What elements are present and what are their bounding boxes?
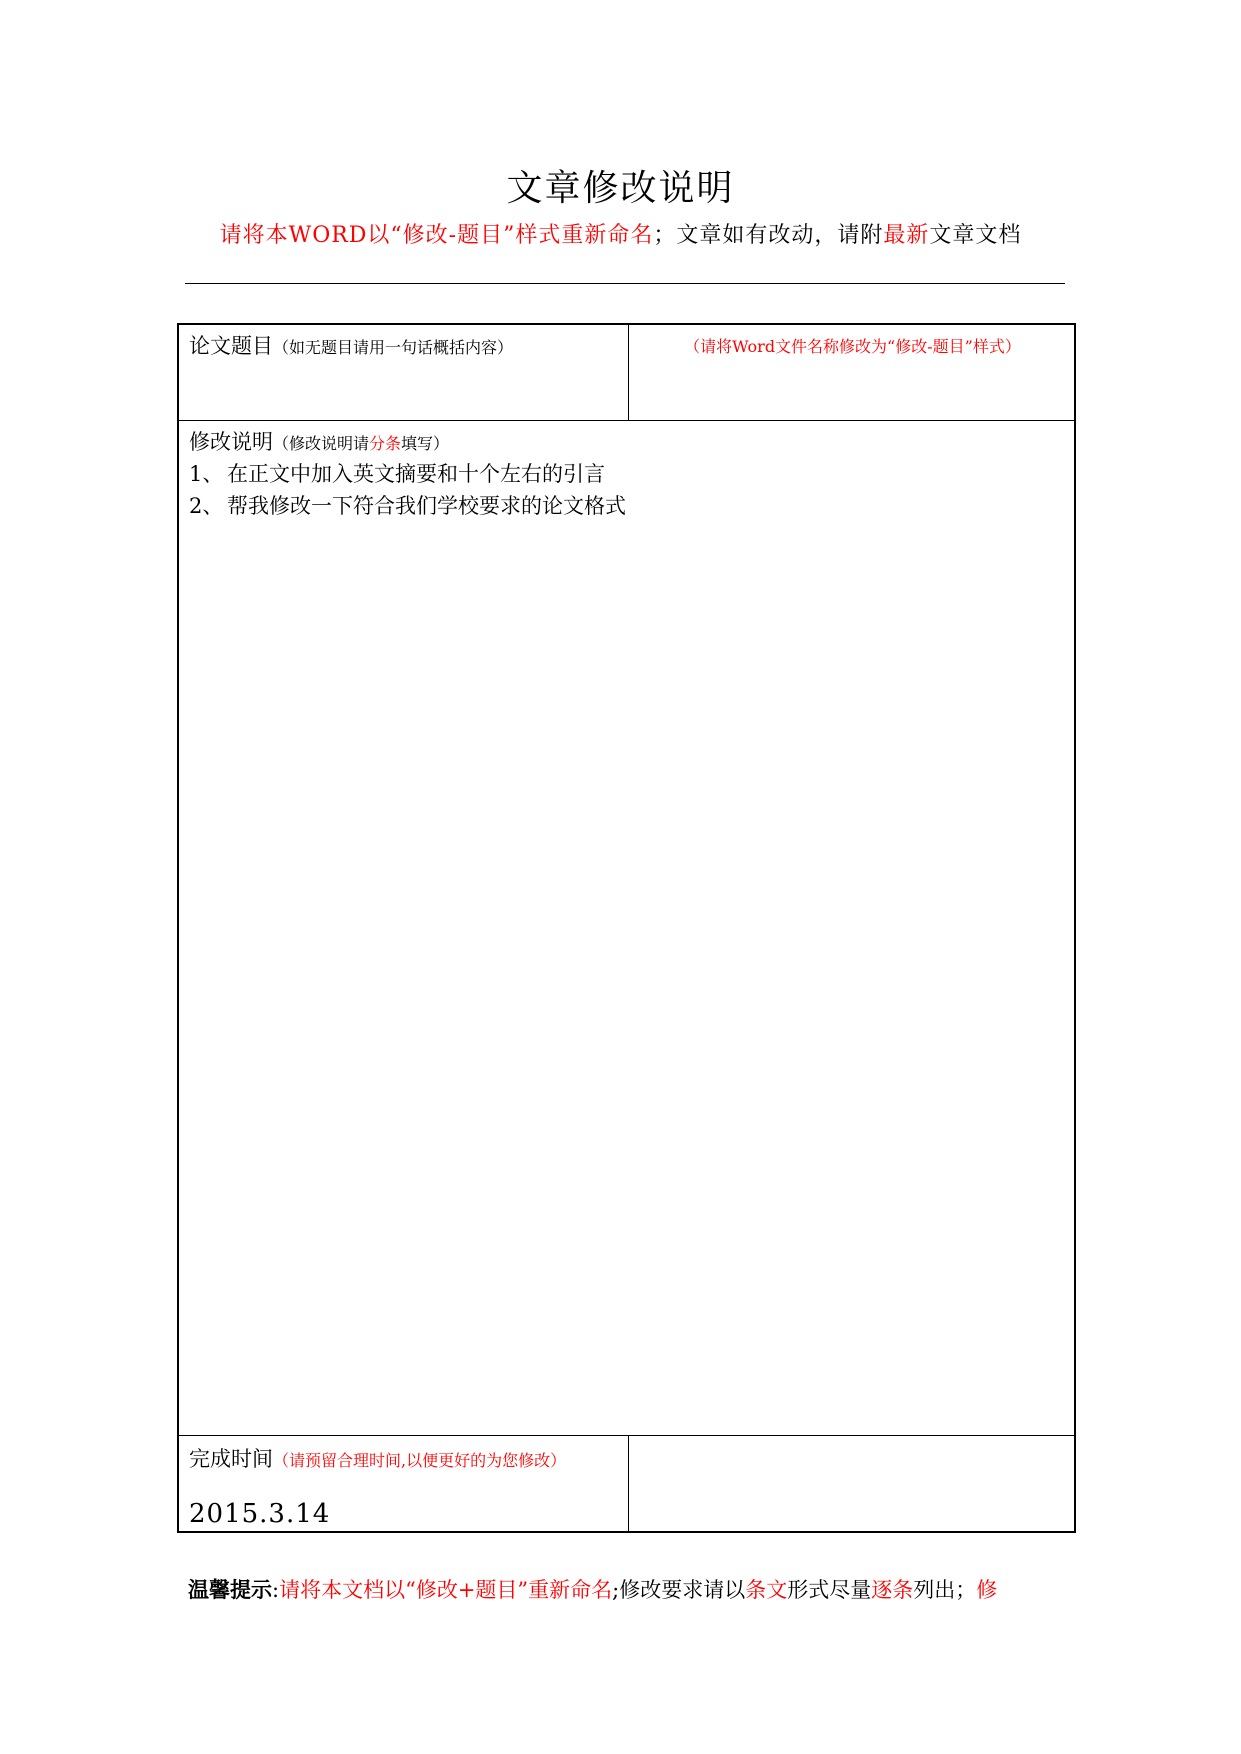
deadline-cell[interactable] (179, 1437, 628, 1531)
footer-list: 列出； (913, 1578, 977, 1602)
topic-note-cell (631, 334, 1074, 418)
topic-label: 论文题目 (189, 334, 273, 358)
subtitle-change-note: ；文章如有改动，请附 (653, 223, 884, 248)
filename-note: （请将Word文件名称修改为“修改-题目”样式） (684, 337, 1021, 356)
revision-form (177, 323, 1076, 1533)
list-item-text: 在正文中加入英文摘要和十个左右的引言 (227, 462, 605, 486)
instructions-header (189, 426, 449, 456)
instructions-cell[interactable] (179, 422, 1074, 1433)
subtitle-latest: 最新 (883, 223, 930, 248)
footer-clauses: 条文 (745, 1578, 788, 1602)
instructions-hint-end: 填写） (401, 434, 450, 453)
subtitle (0, 218, 1241, 249)
list-item-number: 2、 (189, 494, 224, 518)
deadline-extra-cell[interactable] (631, 1437, 1074, 1531)
footer-label: 温馨提示 (188, 1578, 272, 1602)
footer-form: 形式尽量 (787, 1578, 872, 1602)
topic-cell[interactable] (189, 330, 624, 418)
subtitle-rename-instruction: 请将本WORD以“修改-题目”样式重新命名 (219, 223, 654, 248)
footer-rename: 请将本文档以“修改+题目”重新命名 (279, 1578, 613, 1602)
page-title: 文章修改说明 (506, 168, 735, 209)
list-item (189, 458, 605, 488)
footer-cut: 修 (976, 1578, 998, 1602)
list-item-number: 1、 (189, 462, 224, 486)
instructions-label: 修改说明 (189, 430, 273, 454)
footer-tip (188, 1574, 997, 1604)
deadline-label: 完成时间 (189, 1447, 273, 1471)
footer-requirement: ;修改要求请以 (612, 1578, 746, 1602)
deadline-header (189, 1443, 566, 1473)
topic-hint: （如无题目请用一句话概括内容） (273, 338, 514, 357)
instructions-hint: （修改说明请 (273, 434, 370, 453)
list-item (189, 490, 626, 520)
row-divider-topic (179, 420, 1074, 421)
col-divider-deadline (628, 1435, 629, 1531)
instructions-hint-red: 分条 (369, 434, 402, 453)
header-divider (185, 283, 1065, 284)
col-divider-topic (628, 325, 629, 420)
list-item-text: 帮我修改一下符合我们学校要求的论文格式 (227, 494, 626, 518)
deadline-value: 2015.3.14 (189, 1499, 331, 1529)
row-divider-deadline (179, 1435, 1074, 1436)
subtitle-document: 文章文档 (929, 223, 1022, 248)
deadline-hint: （请预留合理时间,以便更好的为您修改） (273, 1451, 567, 1470)
footer-itemized: 逐条 (871, 1578, 914, 1602)
footer-colon: : (272, 1578, 280, 1602)
